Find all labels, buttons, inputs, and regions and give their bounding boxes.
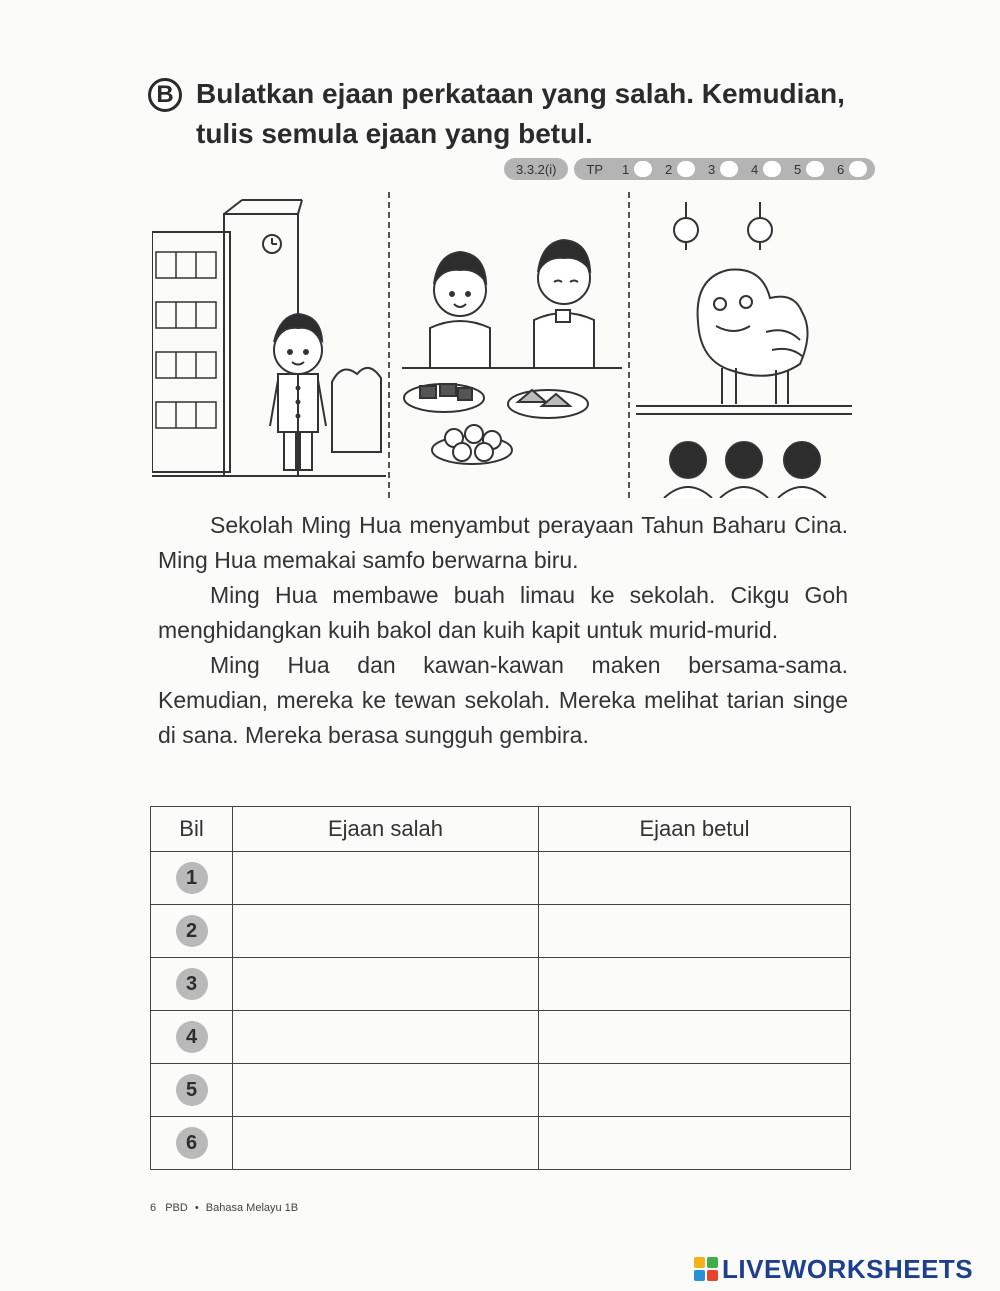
tp-level-3: 3 bbox=[697, 158, 740, 180]
ejaan-betul-input[interactable] bbox=[539, 1011, 851, 1064]
table-header-row bbox=[151, 807, 851, 852]
ejaan-salah-input[interactable] bbox=[233, 905, 539, 958]
series-name: PBD bbox=[165, 1202, 188, 1214]
panel-divider bbox=[628, 192, 630, 498]
ejaan-salah-input[interactable] bbox=[233, 1117, 539, 1170]
answer-table bbox=[150, 806, 851, 1170]
reading-passage bbox=[158, 508, 848, 753]
passage-paragraph-3: Ming Hua dan kawan-kawan maken bersama-sama. Kemudian, mereka ke tewan sekolah. Mereka melihat tarian singe di sana. Mereka berasa sungguh gembira. bbox=[158, 652, 848, 748]
ejaan-salah-input[interactable] bbox=[233, 958, 539, 1011]
table-row bbox=[151, 1064, 851, 1117]
header-bil: Bil bbox=[151, 807, 233, 852]
tp-level-1: 1 bbox=[611, 158, 654, 180]
footer-separator: • bbox=[194, 1202, 199, 1214]
book-title: Bahasa Melayu 1B bbox=[205, 1202, 299, 1214]
passage-paragraph-1: Sekolah Ming Hua menyambut perayaan Tahun Baharu Cina. Ming Hua memakai samfo berwarna biru. bbox=[158, 512, 848, 573]
ejaan-betul-input[interactable] bbox=[539, 958, 851, 1011]
row-number-badge: 4 bbox=[176, 1021, 208, 1053]
passage-paragraph-2: Ming Hua membawe buah limau ke sekolah. Cikgu Goh menghidangkan kuih bakol dan kuih kapit untuk murid-murid. bbox=[158, 582, 848, 643]
liveworksheets-logo-icon bbox=[694, 1257, 718, 1281]
tp-level-bar bbox=[574, 158, 875, 180]
row-number-badge: 2 bbox=[176, 915, 208, 947]
row-number-badge: 1 bbox=[176, 862, 208, 894]
row-number-badge: 5 bbox=[176, 1074, 208, 1106]
illustration-food bbox=[396, 192, 622, 498]
page-footer bbox=[150, 1202, 298, 1214]
tp-level-5: 5 bbox=[783, 158, 826, 180]
table-row bbox=[151, 1011, 851, 1064]
ejaan-salah-input[interactable] bbox=[233, 852, 539, 905]
logo-square-blue bbox=[694, 1270, 705, 1281]
page-number: 6 bbox=[150, 1202, 157, 1214]
table-row bbox=[151, 905, 851, 958]
row-number-badge: 3 bbox=[176, 968, 208, 1000]
liveworksheets-brand[interactable] bbox=[694, 1253, 974, 1284]
tp-level-4: 4 bbox=[740, 158, 783, 180]
tp-level-6: 6 bbox=[826, 158, 869, 180]
ejaan-betul-input[interactable] bbox=[539, 1117, 851, 1170]
logo-square-red bbox=[707, 1270, 718, 1281]
ejaan-betul-input[interactable] bbox=[539, 1064, 851, 1117]
panel-divider bbox=[388, 192, 390, 498]
food-illustration bbox=[396, 192, 622, 498]
logo-square-yellow bbox=[694, 1257, 705, 1268]
section-badge: B bbox=[148, 78, 182, 112]
skill-tags bbox=[504, 158, 875, 180]
ejaan-betul-input[interactable] bbox=[539, 905, 851, 958]
row-number-badge: 6 bbox=[176, 1127, 208, 1159]
ejaan-salah-input[interactable] bbox=[233, 1011, 539, 1064]
tp-label: TP bbox=[586, 161, 604, 177]
table-row bbox=[151, 958, 851, 1011]
school-illustration bbox=[152, 192, 386, 498]
ejaan-betul-input[interactable] bbox=[539, 852, 851, 905]
brand-name: LIVEWORKSHEETS bbox=[722, 1253, 974, 1284]
lion-dance-illustration bbox=[636, 192, 852, 498]
logo-square-green bbox=[707, 1257, 718, 1268]
header-ejaan-salah: Ejaan salah bbox=[233, 807, 539, 852]
header-ejaan-betul: Ejaan betul bbox=[539, 807, 851, 852]
skill-code-tag: 3.3.2(i) bbox=[504, 158, 568, 180]
tp-level-2: 2 bbox=[654, 158, 697, 180]
table-row bbox=[151, 852, 851, 905]
illustration-lion-dance bbox=[636, 192, 852, 498]
table-row bbox=[151, 1117, 851, 1170]
ejaan-salah-input[interactable] bbox=[233, 1064, 539, 1117]
illustration-school bbox=[152, 192, 386, 498]
instruction-text: Bulatkan ejaan perkataan yang salah. Kemudian, tulis semula ejaan yang betul. bbox=[196, 78, 845, 149]
